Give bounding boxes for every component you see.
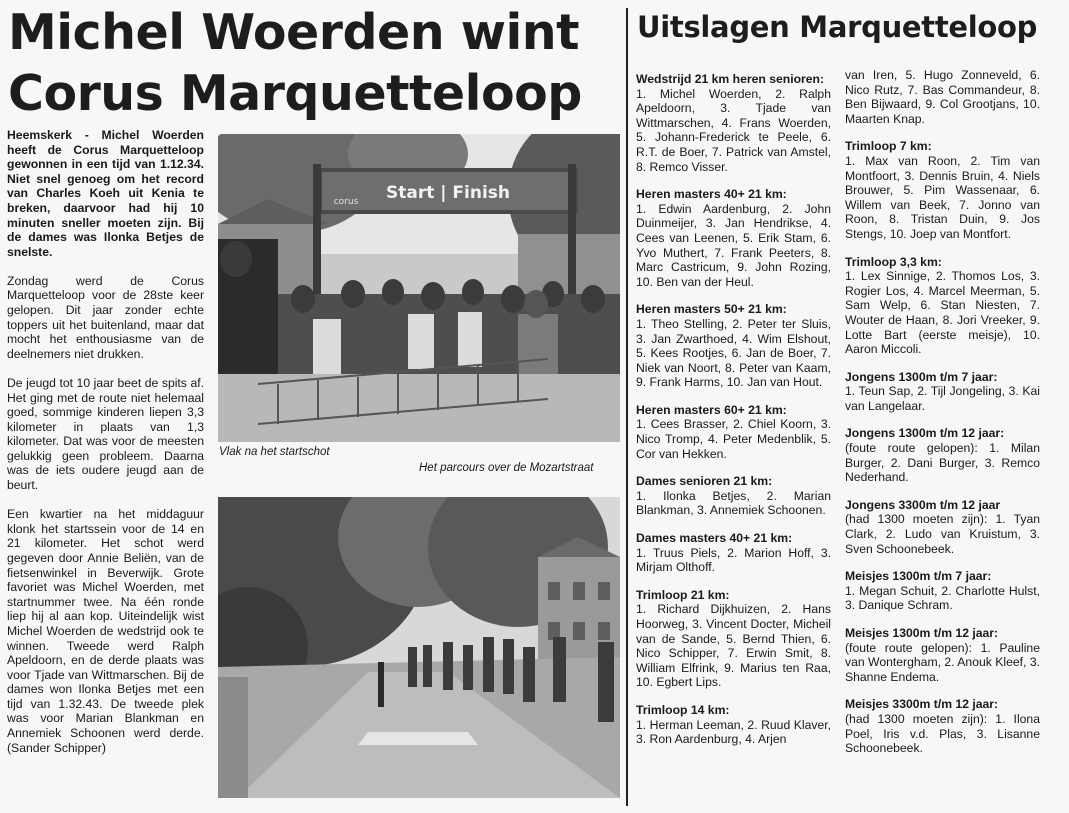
result-heading: Heren masters 50+ 21 km:: [636, 302, 787, 317]
result-section: [636, 72, 831, 174]
result-list: 1. Richard Dijkhuizen, 2. Hans Hoorweg, 3. Vincent Docter, Micheil van de Sande, 5. Bernd Thien, 6. Nico Schipper, 7. Erwin Smit, 8. William Elfrink, 9. Marius ten Raa, 10. Egbert Lips.: [636, 602, 831, 690]
result-section: [636, 302, 831, 390]
article-paragraph: Zondag werd de Corus Marquetteloop voor de 28ste keer gelopen. Dit jaar zonder echte toppers uit het buitenland, maar dat mocht het enthousiasme van de deelnemers niet drukken.: [7, 273, 204, 361]
result-section: [845, 255, 1040, 357]
result-heading: Heren masters 60+ 21 km:: [636, 402, 787, 417]
photo-start-finish: [218, 134, 620, 442]
article-body: [7, 128, 204, 770]
result-section: [845, 68, 1040, 126]
article-lead: Heemskerk - Michel Woerden heeft de Corus Marquetteloop gewonnen in een tijd van 1.12.34. Niet snel genoeg om het record van Charles Koeh uit Kenia te breken, daarvoor had hij 10 minuten sneller moeten zijn. Bij de dames was Ilonka Betjes de snelste.: [7, 128, 204, 259]
results-title: Uitslagen Marquetteloop: [637, 10, 1038, 44]
result-section: [636, 403, 831, 461]
result-heading: Trimloop 14 km:: [636, 702, 730, 717]
result-list: 1. Teun Sap, 2. Tijl Jongeling, 3. Kai van Langelaar.: [845, 384, 1040, 413]
result-section: [845, 498, 1040, 556]
result-list: (foute route gelopen): 1. Milan Burger, 2. Dani Burger, 3. Remco Nederhand.: [845, 441, 1040, 485]
result-list: 1. Michel Woerden, 2. Ralph Apeldoorn, 3. Tjade van Wittmarschen, 4. Frans Woerden, 5. Johann-Frederick te Peele, 6. R.T. de Boer, 7. Patrick van Amstel, 8. Remco Visser.: [636, 86, 831, 174]
result-section: [845, 370, 1040, 414]
result-section: [845, 697, 1040, 755]
result-list: 1. Herman Leeman, 2. Ruud Klaver, 3. Ron Aardenburg, 4. Arjen: [636, 717, 831, 747]
result-section: [636, 703, 831, 747]
result-list: 1. Megan Schuit, 2. Charlotte Hulst, 3. Danique Schram.: [845, 583, 1040, 613]
result-list: van Iren, 5. Hugo Zonneveld, 6. Nico Rutz, 7. Bas Commandeur, 8. Ben Bijwaard, 9. Col Grootjans, 10. Maarten Knap.: [845, 68, 1040, 126]
result-section: [845, 626, 1040, 684]
results-column-2: [845, 68, 1040, 769]
article-paragraph: De jeugd tot 10 jaar beet de spits af. Het ging met de route niet helemaal goed, sommige kinderen liepen 3,3 kilometer in plaats van 1,3 kilometer. Dat was voor de meesten gelukkig geen probleem. Daarna was de iets oudere jeugd aan de beurt.: [7, 375, 204, 493]
result-heading: Trimloop 7 km:: [845, 139, 932, 154]
result-heading: Meisjes 1300m t/m 12 jaar:: [845, 626, 999, 640]
headline-line-1: Michel Woerden wint: [8, 4, 580, 61]
caption-photo-2: Het parcours over de Mozartstraat: [419, 462, 594, 474]
result-list: 1. Cees Brasser, 2. Chiel Koorn, 3. Nico Tromp, 4. Peter Medenblik, 5. Cor van Hekken.: [636, 417, 831, 461]
result-section: [845, 139, 1040, 241]
result-heading: Heren masters 40+ 21 km:: [636, 187, 787, 202]
result-section: [845, 426, 1040, 484]
headline-line-2: Corus Marquetteloop: [8, 65, 582, 122]
result-list: (had 1300 moeten zijn): 1. Ilona Poel, Iris v.d. Plas, 3. Lisanne Schoonebeek.: [845, 711, 1040, 756]
result-section: [636, 187, 831, 289]
results-column-1: [636, 72, 831, 760]
column-divider: [626, 8, 628, 806]
result-heading: Jongens 3300m t/m 12 jaar: [845, 497, 1001, 512]
headline: [8, 2, 608, 124]
banner-text: Start | Finish: [386, 183, 510, 203]
result-list: 1. Edwin Aardenburg, 2. John Duinmeijer, 3. Jan Hendrikse, 4. Cees van Leenen, 5. Erik Stam, 6. Yvo Muthert, 7. Frank Peeters, 8. Marc Castricum, 9. John Rozing, 10. Ben van der Heul.: [636, 201, 831, 289]
result-heading: Jongens 1300m t/m 12 jaar:: [845, 426, 1005, 441]
article-paragraph: Een kwartier na het middaguur klonk het startssein voor de 14 en 21 kilometer. Het schot werd gegeven door Annie Beliën, van de fietsenwinkel in Beverwijk. Grote favoriet was Michel Woerden, met startnummer twee. Na één ronde liep hij al aan kop. Uiteindelijk wist Michel Woerden de wedstrijd ook te winnen. Tweede werd Ralph Apeldoorn, en de derde plaats was voor Tjade van Wittmarschen. Bij de dames won Ilonka Betjes met een tijd van 1.32.43. De tweede plek was voor Marian Blankman en Annemiek Schoonen werd derde. (Sander Schipper): [7, 507, 204, 755]
result-list: 1. Theo Stelling, 2. Peter ter Sluis, 3. Jan Zwarthoed, 4. Wim Elshout, 5. Kees Rootjes, 6. Jan de Boer, 7. Niek van Noort, 8. Peter van Kaam, 9. Frank Harms, 10. Jan van Hout.: [636, 316, 831, 390]
result-list: 1. Truus Piels, 2. Marion Hoff, 3. Mirjam Olthoff.: [636, 545, 831, 575]
photo-mozartstraat: [218, 497, 620, 798]
result-list: 1. Lex Sinnige, 2. Thomos Los, 3. Rogier Los, 4. Marcel Meerman, 5. Sam Welp, 6. Stan Niesten, 7. Wouter de Haan, 8. Jori Vreeker, 9. Lotte Bart (eerste meisje), 10. Aaron Miccoli.: [845, 269, 1040, 357]
result-list: 1. Max van Roon, 2. Tim van Montfoort, 3. Dennis Bruin, 4. Niels Brouwer, 5. Pim Wassenaar, 6. Willem van Beek, 7. Jonno van Roon, 8. Tristan Duin, 9. Jos Stengs, 10. Joep van Montfort.: [845, 153, 1040, 241]
result-list: 1. Ilonka Betjes, 2. Marian Blankman, 3. Annemiek Schoonen.: [636, 488, 831, 518]
result-heading: Trimloop 3,3 km:: [845, 254, 942, 269]
result-heading: Trimloop 21 km:: [636, 587, 730, 602]
banner-brand: corus: [333, 197, 359, 207]
caption-photo-1: Vlak na het startschot: [219, 446, 330, 458]
result-list: (had 1300 moeten zijn): 1. Tyan Clark, 2. Ludo van Kruistum, 3. Sven Schoonebeek.: [845, 512, 1040, 556]
result-list: (foute route gelopen): 1. Pauline van Wontergham, 2. Anouk Kleef, 3. Shanne Endema.: [845, 640, 1040, 684]
result-heading: Wedstrijd 21 km heren senioren:: [636, 72, 825, 86]
result-section: [636, 531, 831, 575]
result-heading: Dames senioren 21 km:: [636, 474, 773, 489]
result-section: [845, 569, 1040, 613]
result-section: [636, 588, 831, 690]
result-heading: Dames masters 40+ 21 km:: [636, 531, 793, 546]
result-heading: Meisjes 3300m t/m 12 jaar:: [845, 697, 999, 712]
result-heading: Meisjes 1300m t/m 7 jaar:: [845, 569, 992, 584]
result-heading: Jongens 1300m t/m 7 jaar:: [845, 369, 998, 384]
result-section: [636, 474, 831, 518]
